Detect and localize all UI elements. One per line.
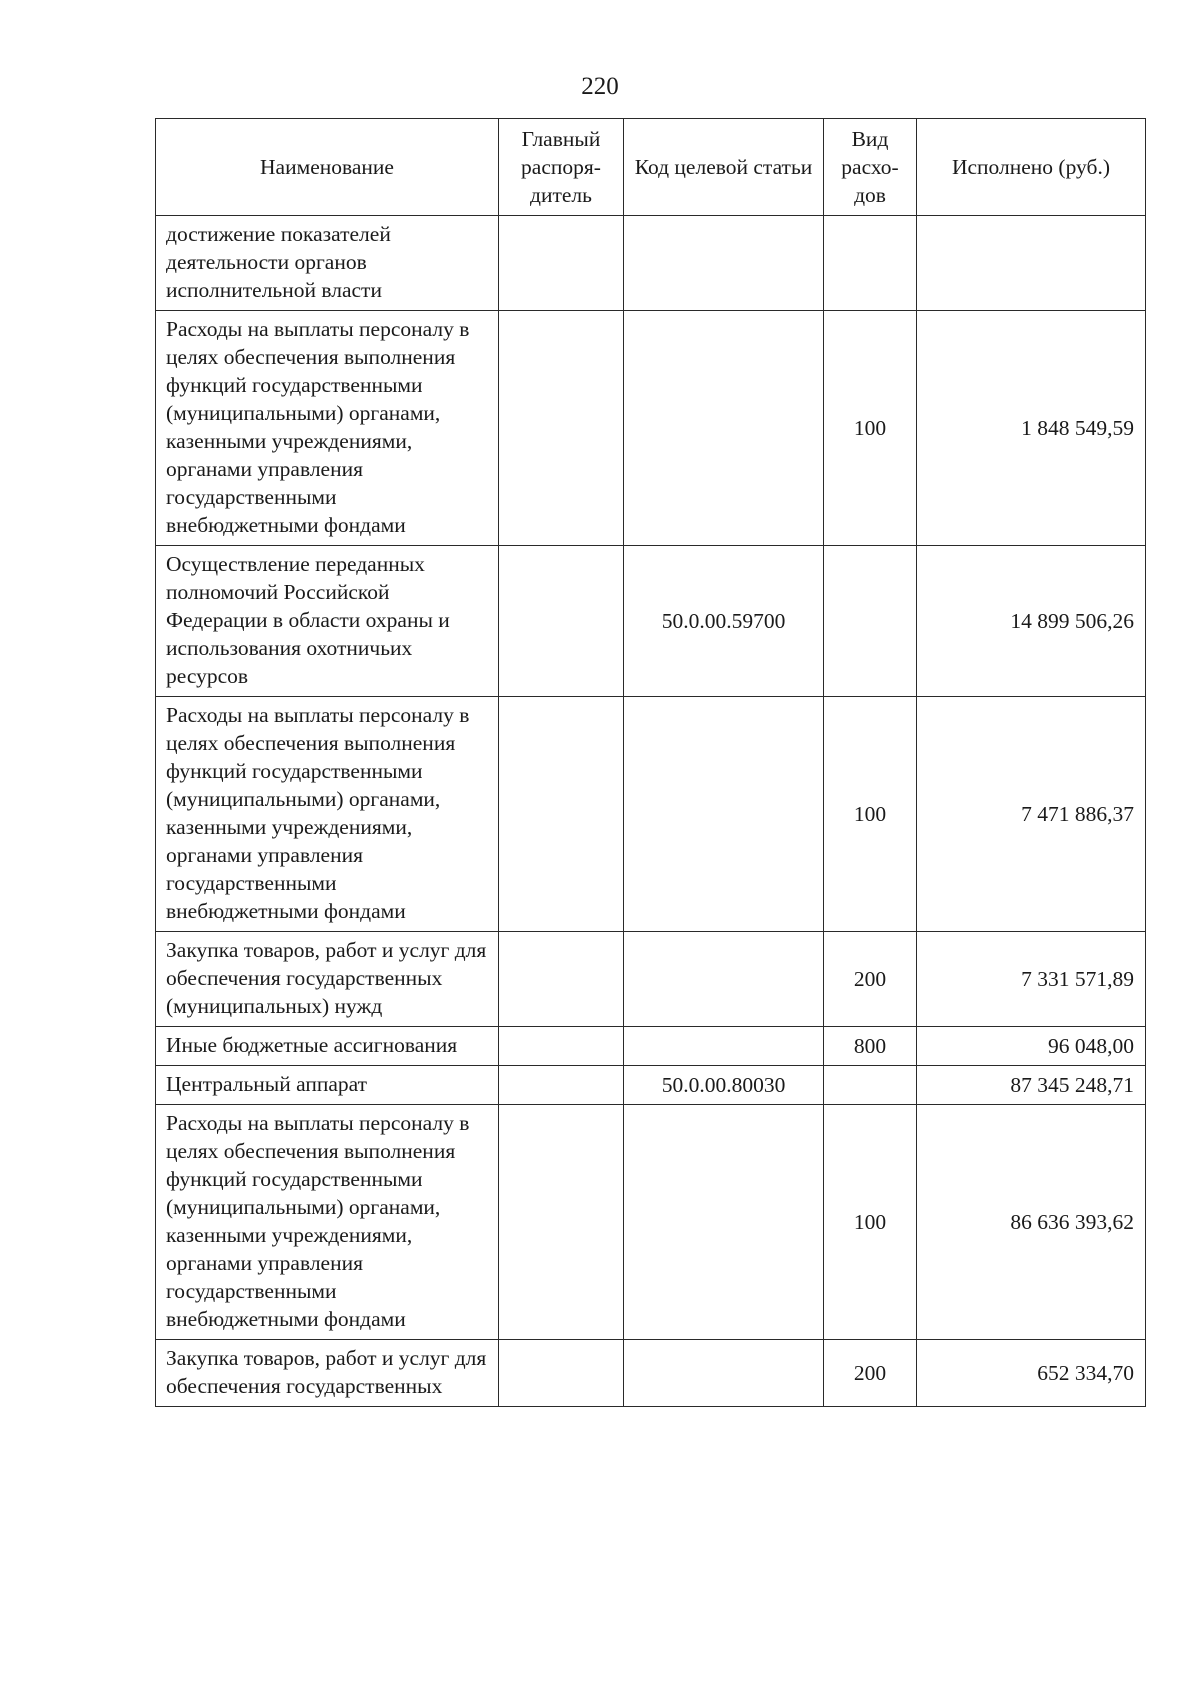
row-executed: 7 331 571,89	[917, 932, 1146, 1027]
header-target-code: Код целевой статьи	[624, 119, 824, 216]
table-header-row	[156, 119, 1146, 216]
row-target-code	[624, 1340, 824, 1407]
row-expense-type: 200	[824, 932, 917, 1027]
row-target-code	[624, 1027, 824, 1066]
row-main-manager	[499, 697, 624, 932]
row-main-manager	[499, 311, 624, 546]
row-expense-type: 200	[824, 1340, 917, 1407]
row-executed: 1 848 549,59	[917, 311, 1146, 546]
row-executed: 14 899 506,26	[917, 546, 1146, 697]
header-executed: Исполнено (руб.)	[917, 119, 1146, 216]
row-name: Иные бюджетные ассигнования	[156, 1027, 499, 1066]
row-expense-type: 800	[824, 1027, 917, 1066]
row-main-manager	[499, 216, 624, 311]
row-name: Расходы на выплаты персоналу в целях обеспечения выполнения функций государственными (муниципальными) органами, казенными учреждениями, органами управления государственными внебюджетными фондами	[156, 697, 499, 932]
row-main-manager	[499, 932, 624, 1027]
table-row	[156, 546, 1146, 697]
row-main-manager	[499, 1027, 624, 1066]
row-target-code	[624, 697, 824, 932]
row-main-manager	[499, 1105, 624, 1340]
row-executed	[917, 216, 1146, 311]
row-expense-type	[824, 216, 917, 311]
row-target-code	[624, 311, 824, 546]
table-row	[156, 932, 1146, 1027]
row-target-code	[624, 1105, 824, 1340]
row-target-code	[624, 932, 824, 1027]
row-expense-type	[824, 1066, 917, 1105]
row-name: Осуществление переданных полномочий Российской Федерации в области охраны и использования охотничьих ресурсов	[156, 546, 499, 697]
row-target-code	[624, 216, 824, 311]
row-name: Центральный аппарат	[156, 1066, 499, 1105]
row-target-code: 50.0.00.80030	[624, 1066, 824, 1105]
row-executed: 86 636 393,62	[917, 1105, 1146, 1340]
header-main-manager: Главный распоря-дитель	[499, 119, 624, 216]
row-main-manager	[499, 1340, 624, 1407]
page-number: 220	[581, 73, 619, 100]
header-expense-type: Вид расхо-дов	[824, 119, 917, 216]
row-name: Расходы на выплаты персоналу в целях обеспечения выполнения функций государственными (муниципальными) органами, казенными учреждениями, органами управления государственными внебюджетными фондами	[156, 311, 499, 546]
row-expense-type: 100	[824, 1105, 917, 1340]
row-executed: 652 334,70	[917, 1340, 1146, 1407]
table-row	[156, 1340, 1146, 1407]
row-executed: 96 048,00	[917, 1027, 1146, 1066]
row-name: Расходы на выплаты персоналу в целях обеспечения выполнения функций государственными (муниципальными) органами, казенными учреждениями, органами управления государственными внебюджетными фондами	[156, 1105, 499, 1340]
row-executed: 87 345 248,71	[917, 1066, 1146, 1105]
header-name: Наименование	[156, 119, 499, 216]
row-main-manager	[499, 546, 624, 697]
table-row	[156, 311, 1146, 546]
row-expense-type: 100	[824, 697, 917, 932]
row-expense-type	[824, 546, 917, 697]
row-name: Закупка товаров, работ и услуг для обеспечения государственных (муниципальных) нужд	[156, 932, 499, 1027]
row-name: достижение показателей деятельности органов исполнительной власти	[156, 216, 499, 311]
table-row	[156, 1066, 1146, 1105]
table-row	[156, 697, 1146, 932]
row-main-manager	[499, 1066, 624, 1105]
row-expense-type: 100	[824, 311, 917, 546]
expenditure-table	[155, 118, 1146, 1407]
row-executed: 7 471 886,37	[917, 697, 1146, 932]
row-target-code: 50.0.00.59700	[624, 546, 824, 697]
table-row	[156, 1105, 1146, 1340]
table-row	[156, 1027, 1146, 1066]
table-row	[156, 216, 1146, 311]
row-name: Закупка товаров, работ и услуг для обеспечения государственных	[156, 1340, 499, 1407]
